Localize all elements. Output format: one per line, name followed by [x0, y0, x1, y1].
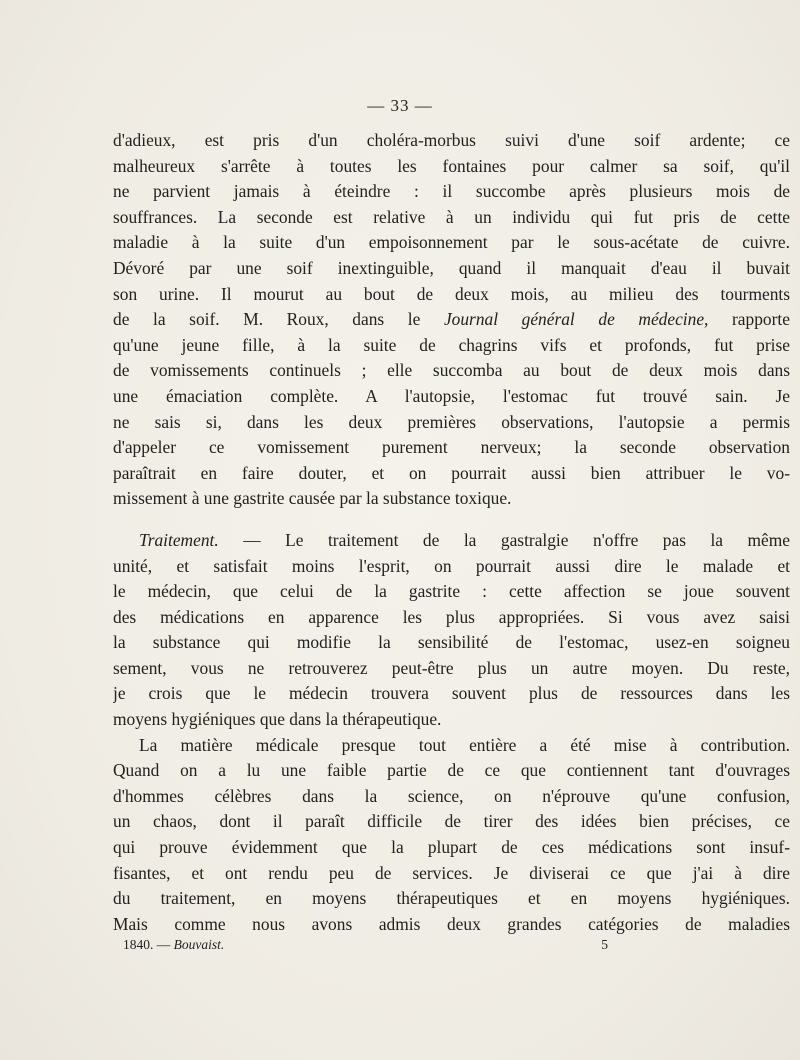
text-line: la substance qui modifie la sensibilité de l'estomac, usez-en soigneu [113, 632, 790, 653]
text-line: d'appeler ce vomissement purement nerveux; la seconde observation [113, 437, 790, 458]
text-fragment: rapporte [732, 309, 790, 330]
text-line: Mais comme nous avons admis deux grandes catégories de maladies [113, 913, 790, 934]
text-line: sement, vous ne retrouverez peut-être plus un autre moyen. Du reste, [113, 657, 790, 678]
signature-author: Bouvaist. [173, 937, 225, 952]
text-line: le médecin, que celui de la gastrite : cette affection se joue souvent [113, 581, 790, 602]
text-line: La matière médicale presque tout entière a été mise à contribution. [139, 734, 790, 755]
text-line: des médications en apparence les plus appropriées. Si vous avez saisi [113, 606, 790, 627]
text-line: Dévoré par une soif inextinguible, quand il manquait d'eau il buvait [113, 257, 790, 278]
text-line: de vomissements continuels ; elle succomba au bout de deux mois dans [113, 360, 790, 381]
signature-year-text: 1840. — [123, 937, 171, 952]
signature-year [123, 937, 224, 953]
text-line: paraîtrait en faire douter, et on pourrait aussi bien attribuer le vo- [113, 462, 790, 483]
text-line: moyens hygiéniques que dans la thérapeutique. [113, 709, 442, 730]
paragraph-gap [113, 512, 790, 528]
signature-mark: 5 [601, 937, 608, 952]
text-line: fisantes, et ont rendu peu de services. Je diviserai ce que j'ai à dire [113, 862, 790, 883]
text-line: qui prouve évidemment que la plupart de ces médications sont insuf- [113, 837, 790, 858]
text-line: unité, et satisfait moins l'esprit, on pourrait aussi dire le malade et [113, 555, 790, 576]
text-fragment: — Le traitement de la gastralgie n'offre pas la même [243, 529, 790, 550]
text-line: d'adieux, est pris d'un choléra-morbus suivi d'une soif ardente; ce [113, 130, 790, 150]
journal-title: Journal général de médecine, [443, 309, 709, 330]
text-line-journal [113, 307, 790, 333]
section-first-line [113, 528, 790, 554]
text-line: missement à une gastrite causée par la substance toxique. [113, 488, 512, 509]
text-line: maladie à la suite d'un empoisonnement par le sous-acétate de cuivre. [113, 232, 790, 253]
text-line: un chaos, dont il paraît difficile de tirer des idées bien précises, ce [113, 811, 790, 832]
text-line: ne parvient jamais à éteindre : il succombe après plusieurs mois de [113, 181, 790, 202]
text-line: malheureux s'arrête à toutes les fontaines pour calmer sa soif, qu'il [113, 155, 790, 176]
text-line: d'hommes célèbres dans la science, on n'éprouve qu'une confusion, [113, 785, 790, 806]
text-line: Quand on a lu une faible partie de ce que contiennent tant d'ouvrages [113, 760, 790, 781]
text-line: du traitement, en moyens thérapeutiques et en moyens hygiéniques. [113, 888, 790, 909]
page-number: — 33 — [367, 96, 433, 115]
body-text [113, 128, 790, 937]
text-line: je crois que le médecin trouvera souvent plus de ressources dans les [113, 683, 790, 704]
section-heading: Traitement. [139, 529, 219, 550]
text-line: qu'une jeune fille, à la suite de chagrins vifs et profonds, fut prise [113, 334, 790, 355]
text-line: souffrances. La seconde est relative à un individu qui fut pris de cette [113, 206, 790, 227]
text-line: son urine. Il mourut au bout de deux mois, au milieu des tourments [113, 283, 790, 304]
text-line: ne sais si, dans les deux premières observations, l'autopsie a permis [113, 411, 790, 432]
text-line: une émaciation complète. A l'autopsie, l'estomac fut trouvé sain. Je [113, 385, 790, 406]
text-fragment: de la soif. M. Roux, dans le [113, 309, 421, 330]
